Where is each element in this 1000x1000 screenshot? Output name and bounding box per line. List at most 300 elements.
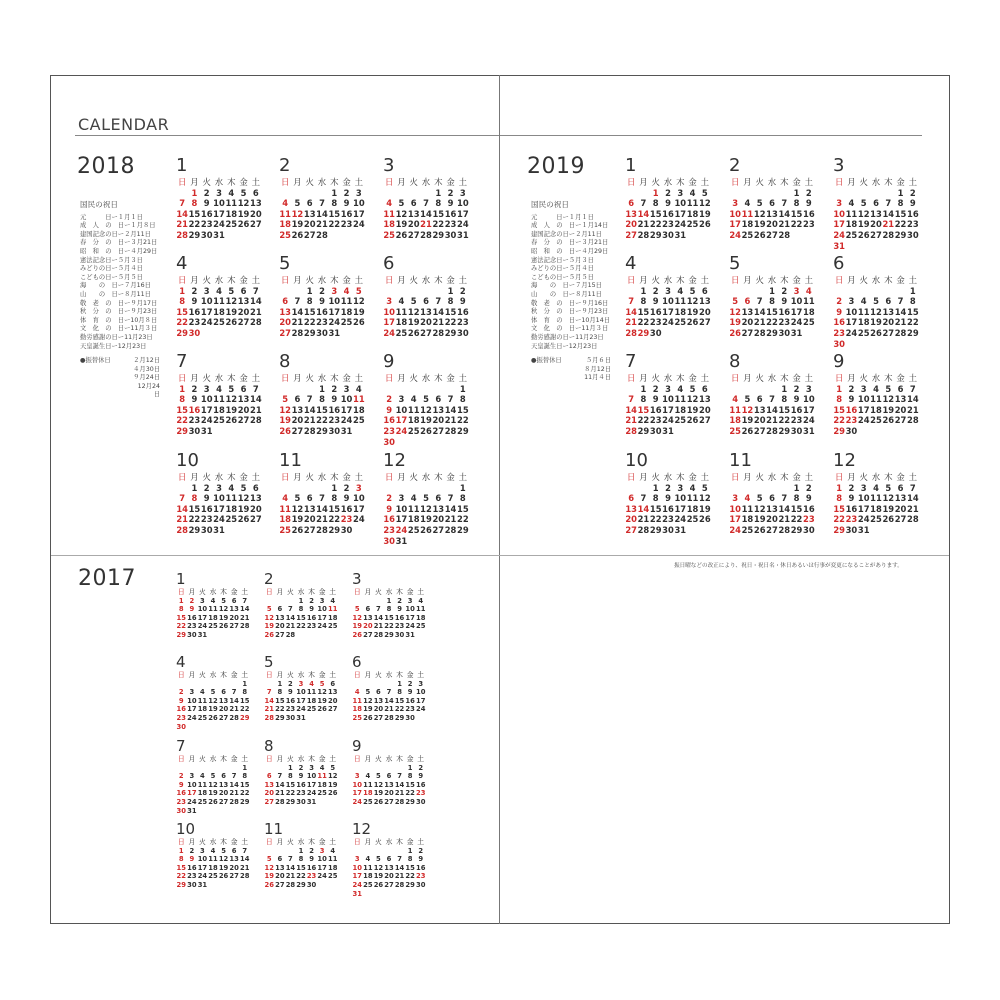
day-cell: 5 [319, 679, 325, 688]
day-cell [394, 890, 405, 899]
day-cell: 19 [686, 306, 699, 317]
weekday-label: 月 [847, 275, 856, 285]
day-cell: 17 [857, 404, 870, 415]
week-row [176, 504, 262, 515]
weekday-label: 土 [417, 755, 425, 763]
day-cell: 14 [637, 208, 650, 219]
weekday-label: 水 [209, 588, 217, 596]
day-cell: 7 [447, 493, 454, 504]
day-cell: 11 [686, 198, 699, 209]
week-row [833, 230, 919, 241]
weekday-label: 金 [406, 671, 414, 679]
day-cell: 8 [298, 605, 304, 614]
day-cell: 10 [197, 855, 208, 864]
day-cell: 8 [836, 493, 843, 504]
day-cell: 31 [306, 797, 317, 806]
weekday-label: 火 [375, 588, 382, 596]
day-cell [907, 339, 919, 350]
day-cell: 30 [649, 327, 662, 338]
day-cell: 8 [386, 605, 392, 614]
week-row [176, 614, 250, 623]
weekday-label: 木 [227, 275, 236, 285]
day-cell: 22 [778, 415, 791, 426]
weekday-label: 水 [663, 373, 673, 383]
day-cell: 26 [395, 229, 408, 240]
weekday-label: 火 [199, 755, 206, 763]
day-cell: 27 [279, 327, 291, 338]
day-cell: 20 [250, 208, 262, 219]
day-cell: 1 [397, 679, 402, 688]
day-cell [778, 188, 790, 199]
day-cell: 29 [432, 229, 445, 240]
month-number: 9 [383, 351, 395, 372]
month-2017-12 [352, 820, 426, 898]
day-cell: 23 [662, 219, 674, 230]
day-cell: 22 [394, 705, 405, 714]
day-cell: 13 [420, 306, 432, 317]
day-cell: 18 [383, 219, 395, 230]
day-cell: 26 [264, 630, 275, 639]
day-cell: 14 [394, 780, 405, 789]
weekday-label: 水 [421, 472, 431, 482]
day-cell: 24 [296, 705, 306, 714]
week-row [352, 714, 426, 723]
day-cell: 29 [833, 524, 845, 535]
day-cell: 15 [188, 208, 201, 219]
day-cell: 5 [744, 394, 751, 405]
day-cell: 29 [637, 327, 650, 338]
day-cell: 1 [277, 679, 283, 688]
day-cell: 12 [753, 503, 766, 514]
week-row [833, 426, 919, 437]
day-cell: 25 [686, 514, 699, 525]
day-cell: 17 [187, 705, 197, 714]
weekday-label: 木 [396, 838, 403, 846]
day-cell: 19 [882, 503, 895, 514]
weekday-label: 木 [780, 275, 789, 285]
weekday-label: 火 [409, 275, 418, 285]
day-cell: 16 [187, 613, 197, 622]
substitute-date: ２月12日 [133, 357, 160, 365]
day-cell: 12 [353, 296, 365, 307]
holiday-entry: 春 分 の 日ー３月21日 [80, 239, 158, 247]
weekday-label: 火 [199, 838, 206, 846]
weekday-label: 木 [396, 588, 403, 596]
day-cell: 12 [208, 696, 218, 705]
month-2018-2 [279, 155, 365, 241]
month-2017-9 [352, 737, 426, 807]
day-cell [420, 483, 432, 494]
weekday-label: 木 [330, 275, 339, 285]
substitute-label: ●振替休日 [80, 357, 111, 365]
weekday-label: 月 [188, 671, 196, 679]
week-row [833, 384, 919, 395]
day-cell: 24 [352, 880, 363, 889]
day-cell: 28 [444, 425, 457, 436]
day-cell: 3 [665, 285, 671, 296]
day-cell: 17 [395, 514, 408, 525]
day-cell: 18 [741, 514, 754, 525]
day-cell [264, 680, 275, 689]
day-cell: 29 [394, 713, 405, 722]
day-cell: 18 [225, 208, 238, 219]
day-cell: 25 [407, 425, 420, 436]
day-cell: 17 [405, 613, 415, 622]
weekday-label: 土 [241, 671, 249, 679]
day-cell [699, 525, 711, 536]
weekday-label: 火 [199, 671, 206, 679]
holiday-entry: みどりの日ー５月４日 [80, 265, 143, 273]
day-cell [432, 483, 444, 494]
week-row [729, 394, 815, 405]
holiday-entry: 体 育 の 日ー10月８日 [80, 316, 158, 324]
day-cell [250, 426, 262, 437]
day-cell: 12 [753, 208, 766, 219]
weekday-label: 日 [384, 472, 394, 482]
day-cell: 11 [340, 296, 353, 307]
day-cell: 7 [447, 394, 454, 405]
day-cell: 4 [228, 187, 235, 198]
day-cell: 29 [457, 425, 469, 436]
day-cell: 17 [415, 696, 426, 705]
day-cell [870, 525, 882, 536]
day-cell [304, 188, 316, 199]
day-cell: 2 [459, 285, 466, 296]
day-cell: 30 [187, 880, 197, 889]
day-cell: 8 [407, 772, 413, 781]
day-cell: 13 [625, 208, 637, 219]
day-cell: 20 [625, 514, 637, 525]
day-cell: 24 [306, 789, 317, 798]
week-row [279, 493, 365, 504]
weekday-label: 土 [329, 671, 337, 679]
day-cell [686, 328, 698, 339]
weekday-label: 金 [688, 472, 697, 482]
day-cell: 9 [418, 772, 424, 781]
day-cell: 24 [833, 229, 845, 240]
weekday-header [625, 177, 711, 188]
week-row [729, 328, 815, 339]
day-cell: 14 [176, 503, 188, 514]
day-cell [363, 847, 374, 856]
day-cell: 12 [208, 780, 218, 789]
weekday-label: 月 [188, 588, 196, 596]
day-cell: 28 [907, 415, 919, 426]
day-cell: 19 [353, 306, 365, 317]
day-cell: 10 [415, 688, 426, 697]
day-cell: 11 [870, 493, 882, 504]
day-cell: 17 [187, 789, 197, 798]
day-cell: 14 [384, 696, 394, 705]
day-cell: 5 [423, 394, 429, 405]
day-cell: 25 [279, 524, 291, 535]
substitute-date: ８月12日 [584, 365, 611, 373]
weekday-label: 金 [239, 373, 248, 383]
day-cell [870, 286, 882, 297]
weekday-label: 火 [199, 588, 206, 596]
day-cell: 17 [200, 306, 213, 317]
weekday-label: 土 [908, 177, 918, 187]
day-cell: 28 [420, 229, 432, 240]
day-cell: 5 [282, 394, 289, 405]
day-cell: 18 [407, 514, 420, 525]
week-row [352, 631, 426, 640]
day-cell: 26 [882, 415, 895, 426]
day-cell: 14 [432, 306, 445, 317]
day-cell: 5 [294, 493, 301, 504]
day-cell: 15 [444, 306, 457, 317]
day-cell: 17 [340, 404, 353, 415]
day-cell: 9 [191, 296, 198, 307]
day-cell: 30 [790, 425, 803, 436]
day-cell: 28 [778, 229, 791, 240]
substitute-dates [132, 357, 160, 400]
day-cell: 14 [291, 306, 304, 317]
day-cell: 4 [216, 383, 222, 394]
day-cell [729, 384, 741, 395]
year-2017-label: 2017 [78, 566, 136, 591]
day-cell: 18 [197, 705, 208, 714]
day-cell: 8 [652, 198, 659, 209]
day-cell: 13 [327, 688, 338, 697]
day-cell [237, 230, 249, 241]
day-cell: 31 [803, 425, 815, 436]
day-cell [239, 631, 250, 640]
day-cell: 31 [213, 229, 225, 240]
day-cell: 4 [677, 285, 684, 296]
day-cell: 3 [407, 596, 413, 605]
day-cell [907, 426, 919, 437]
weekday-label: 金 [342, 177, 351, 187]
day-cell: 25 [225, 219, 238, 230]
weekday-label: 水 [385, 588, 393, 596]
weekday-header [729, 472, 815, 483]
weekday-label: 土 [354, 373, 364, 383]
weekday-label: 木 [308, 588, 315, 596]
day-cell: 11 [317, 772, 327, 781]
week-row [279, 525, 365, 536]
day-cell: 9 [309, 855, 314, 864]
day-cell: 23 [649, 415, 662, 426]
day-cell: 10 [383, 306, 395, 317]
weekday-label: 月 [364, 671, 372, 679]
day-cell: 17 [317, 863, 327, 872]
day-cell: 18 [340, 306, 353, 317]
day-cell: 22 [303, 317, 316, 328]
week-row [729, 296, 815, 307]
day-cell: 13 [753, 404, 766, 415]
day-cell [384, 764, 395, 773]
day-cell: 19 [291, 514, 304, 525]
holiday-entry: 勤労感謝の日ー11月23日 [531, 333, 604, 341]
day-cell: 10 [395, 404, 408, 415]
day-cell: 6 [306, 198, 313, 209]
day-cell: 4 [210, 846, 216, 855]
weekday-label: 水 [297, 588, 305, 596]
day-cell: 20 [279, 317, 291, 328]
day-cell: 4 [386, 198, 393, 209]
day-cell: 23 [778, 317, 791, 328]
week-row [625, 415, 711, 426]
day-cell: 11 [197, 696, 208, 705]
month-number: 1 [176, 155, 188, 176]
day-cell: 24 [197, 872, 208, 881]
day-cell: 28 [285, 630, 296, 639]
day-cell: 3 [298, 679, 304, 688]
day-cell: 16 [188, 404, 201, 415]
day-cell [197, 680, 208, 689]
day-cell: 28 [907, 514, 919, 525]
day-cell: 5 [410, 296, 417, 307]
day-cell: 13 [237, 296, 250, 307]
day-cell [363, 680, 374, 689]
day-cell: 13 [275, 613, 285, 622]
day-cell: 16 [845, 503, 858, 514]
month-2018-9 [383, 351, 469, 447]
day-cell: 8 [459, 493, 466, 504]
day-cell: 13 [766, 503, 778, 514]
day-cell [373, 847, 384, 856]
day-cell: 11 [870, 394, 882, 405]
day-cell: 13 [882, 306, 895, 317]
day-cell [340, 230, 352, 241]
day-cell: 6 [873, 198, 879, 209]
day-cell: 6 [423, 296, 429, 307]
day-cell [741, 483, 753, 494]
day-cell: 18 [213, 306, 225, 317]
weekday-label: 火 [202, 177, 211, 187]
weekday-label: 土 [354, 275, 364, 285]
day-cell: 12 [420, 503, 432, 514]
day-cell: 29 [907, 327, 919, 338]
day-cell [637, 188, 649, 199]
day-cell: 8 [306, 296, 313, 307]
day-cell [432, 384, 444, 395]
day-cell: 17 [457, 208, 469, 219]
day-cell [363, 764, 374, 773]
week-row [625, 296, 711, 307]
holiday-entry: 天皇誕生日ー12月23日 [80, 342, 147, 350]
day-cell: 10 [317, 605, 327, 614]
weekday-label: 月 [639, 177, 648, 187]
substitute-label: ●振替休日 [531, 357, 562, 365]
weekday-header [176, 373, 262, 384]
month-2017-8 [264, 737, 338, 807]
day-cell: 2 [418, 846, 424, 855]
day-cell: 21 [303, 415, 316, 426]
month-number: 10 [176, 820, 196, 838]
day-cell: 9 [407, 688, 413, 697]
day-cell: 29 [303, 327, 316, 338]
day-cell: 19 [352, 622, 363, 631]
day-cell: 12 [870, 306, 882, 317]
day-cell: 4 [418, 596, 424, 605]
week-row [176, 296, 262, 307]
day-cell: 10 [845, 306, 858, 317]
day-cell: 24 [328, 317, 341, 328]
day-cell: 12 [237, 198, 250, 209]
day-cell: 3 [216, 187, 222, 198]
day-cell: 3 [860, 482, 867, 493]
week-row [176, 525, 262, 536]
day-cell: 9 [189, 855, 195, 864]
weekday-label: 月 [188, 838, 196, 846]
holiday-list-2018 [80, 201, 160, 400]
day-cell: 30 [457, 327, 469, 338]
day-cell: 18 [279, 219, 291, 230]
week-row [833, 405, 919, 416]
weekday-label: 土 [251, 275, 261, 285]
week-row [176, 605, 250, 614]
day-cell [250, 525, 262, 536]
day-cell [208, 631, 219, 640]
day-cell: 4 [398, 296, 405, 307]
holiday-entry: 憲法記念日ー５月３日 [531, 256, 594, 264]
day-cell: 18 [741, 219, 754, 230]
day-cell: 1 [793, 482, 800, 493]
day-cell: 18 [363, 872, 373, 881]
day-cell: 2 [407, 679, 413, 688]
day-cell: 15 [316, 404, 328, 415]
day-cell: 3 [319, 596, 325, 605]
day-cell: 7 [179, 493, 186, 504]
day-cell [674, 426, 686, 437]
day-cell: 7 [376, 605, 381, 614]
day-cell: 23 [415, 872, 426, 881]
day-cell: 10 [662, 394, 674, 405]
day-cell: 29 [275, 713, 285, 722]
weekday-label: 月 [364, 588, 372, 596]
week-row [176, 772, 250, 781]
day-cell: 20 [741, 317, 754, 328]
day-cell: 24 [395, 425, 408, 436]
day-cell: 17 [662, 306, 674, 317]
week-row [729, 384, 815, 395]
weekday-label: 金 [446, 275, 455, 285]
day-cell: 25 [327, 622, 338, 631]
day-cell [729, 286, 741, 297]
day-cell: 17 [857, 503, 870, 514]
day-cell [208, 764, 219, 773]
weekday-label: 水 [663, 177, 673, 187]
day-cell: 13 [894, 493, 907, 504]
day-cell: 30 [285, 713, 296, 722]
day-cell: 14 [778, 503, 791, 514]
month-number: 2 [264, 570, 274, 588]
weekday-label: 水 [385, 671, 393, 679]
day-cell: 19 [291, 219, 304, 230]
day-cell: 15 [405, 863, 415, 872]
week-row [383, 504, 469, 515]
day-cell: 8 [640, 296, 647, 307]
day-cell: 22 [176, 317, 188, 328]
day-cell: 9 [191, 394, 198, 405]
day-cell: 8 [191, 493, 198, 504]
day-cell: 6 [330, 679, 336, 688]
day-cell: 18 [208, 863, 218, 872]
day-cell: 10 [317, 855, 327, 864]
day-cell: 21 [625, 415, 637, 426]
week-row [176, 493, 262, 504]
week-row [729, 405, 815, 416]
day-cell: 10 [790, 296, 803, 307]
day-cell: 17 [317, 613, 327, 622]
weekday-label: 水 [317, 373, 327, 383]
day-cell: 29 [176, 425, 188, 436]
weekday-label: 月 [190, 373, 199, 383]
day-cell: 2 [665, 187, 671, 198]
weekday-header [833, 373, 919, 384]
